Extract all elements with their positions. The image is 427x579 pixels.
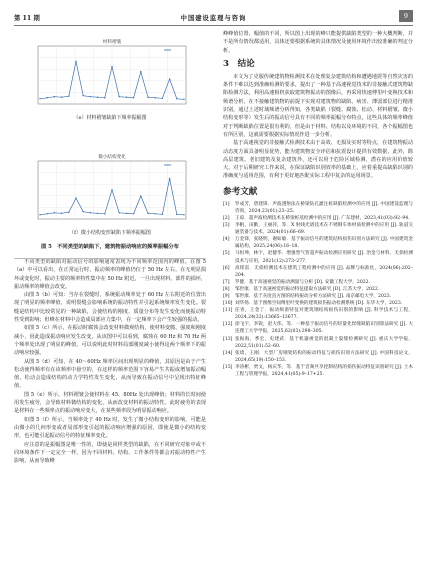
left-paragraph: 图 5（e）所示，材料褶皱会使材料在 45、80Hz 处出现峰值；材料的长时间使用发生疲劳，会导致材料微结构的变化，从而改变材料的振动特性。此时疲劳的表现是材料在一些频率点的振动响应变大，在某些频率段为明显振动响应。 [14, 391, 206, 415]
reference-text: 任青，王金丁．振动频谱特征对建筑钢结构损伤识别的影响 [J]. 科学技术与工程，2024,24(32):13665–13677. [235, 308, 413, 321]
conclusion-paragraph: 本文为了克服传统建筑物检测技术在处理复杂建筑结构和遭遇地震等自然灾害的条件下难以达到准确检测的要求，提出了一种基于高速视觉技术的非接触式建筑物缺陷检测方法，利用高速相机获取建筑物振动的图像后，再采用快速傅里叶变换技术和频谱分析，在不接触建筑物的前提下实现对建筑物的缺陷、病害、薄弱部位进行精准识别。通过上述时域频谱分析得知，各类缺陷（裂缝、腐蚀、松动、材料褶皱、微小结构变形等）发生后的振动信号具有不同的频率振幅分布特点，这些具体的频率峰值对于判断缺陷位置是很有利的，但是由于材料、结构以及环境的不同，各个振幅图也有所区别，这就需要根据实际情况作进一步分析。 [223, 73, 413, 138]
data-point [147, 213, 148, 214]
header-rule [14, 25, 413, 26]
data-point [54, 96, 55, 97]
section-heading-conclusion: 3 结论 [223, 58, 255, 69]
chart-material-wrinkle [32, 36, 192, 110]
data-point [104, 97, 105, 98]
data-point [162, 214, 163, 215]
data-point [61, 213, 62, 214]
references-heading: 参考文献 [223, 186, 258, 197]
panel-f-caption: （f）微小结构变形缺陷下频率振幅图 [69, 230, 151, 236]
data-point [176, 214, 177, 215]
reference-text: 罗健．基于高速视觉的振动测量与分析 [D]. 安徽工程大学，2022. [235, 279, 371, 285]
data-point [183, 99, 184, 100]
reference-item [223, 321, 413, 335]
reference-text: 高铭雷．无损检测技术在建筑工程检测中的应用 [J]. 品牌与标准化，2024(06):202–204. [235, 265, 413, 278]
reference-text: 罗成芳，唐建锋．声波透射法在桥梁钻孔灌注桩缺陷检测中的应用 [J]. 中国建设监理与咨询，2024,23(01):23–25. [235, 201, 413, 214]
reference-item [223, 236, 413, 250]
reference-item [223, 307, 413, 321]
data-point [68, 96, 69, 97]
reference-text: 马恒坤，林宇，赵健华．增强型气管超声振动检测应用研究 [J]. 冶金与材料，无损检测技术与应用，2021(12):273–277. [235, 251, 413, 264]
data-point [169, 78, 170, 79]
data-point [75, 61, 76, 62]
reference-item [223, 279, 413, 286]
data-point [111, 189, 112, 190]
reference-number: [1] [223, 201, 230, 207]
reference-number: [8] [223, 286, 230, 292]
figure-rule [14, 258, 206, 259]
reference-item [223, 215, 413, 222]
running-header [14, 9, 413, 23]
reference-text: 邹世康．基于灰度直方图的结构振动分析方法研究 [J]. 南京邮电大学，2023. [235, 293, 392, 299]
reference-item [223, 293, 413, 300]
data-point [47, 213, 48, 214]
chart-svg-a [32, 36, 192, 110]
reference-number: [7] [223, 279, 230, 285]
reference-item [223, 350, 413, 364]
data-point [111, 66, 112, 67]
data-point [162, 98, 163, 99]
page-number: 9 [399, 10, 413, 22]
data-point [61, 97, 62, 98]
chart-title: 材料褶皱 [102, 40, 122, 45]
data-point [39, 214, 40, 215]
data-point [90, 212, 91, 213]
chart-svg-f [32, 151, 192, 225]
left-paragraph: 从图 5（d）可知，在 40～60Hz 频率区间出现明显的峰值，其原因是由于产生松动使得频率有在该频率中悬空的，在这样的频率范围下容易产生共振或增加振动幅值，松动会造成结构的动力学特性发生变化，从而导致在振动信号中呈现出特征峰值。 [14, 358, 206, 390]
data-point [119, 212, 120, 213]
reference-item [223, 364, 413, 378]
data-point [47, 97, 48, 98]
data-point [54, 212, 55, 213]
issue-number: 第 11 期 [14, 15, 40, 22]
reference-item [223, 250, 413, 264]
journal-title: 中国建设监理与咨询 [180, 15, 247, 22]
data-point [75, 198, 76, 199]
reference-item [223, 222, 413, 236]
reference-list [223, 201, 413, 378]
continued-paragraph: 峰峰值位置、幅值的不同，所以图上出现的峰只能提供缺陷类型的一种大概判断，并不是所有情况都适用，具体还要根据系统的具体情况及使用环境作出较准确的判定分析。 [223, 31, 413, 54]
reference-text: 李帆，田勤，王丽萍，等．X 射线光谱技术在不锈钢车体材质检测中的应用 [J]. 轨道交通装备与技术，2024(01):66–69. [235, 223, 413, 236]
reference-number: [15] [223, 364, 233, 370]
reference-number: [14] [223, 350, 233, 356]
data-point [97, 213, 98, 214]
right-column [223, 30, 413, 378]
reference-item [223, 265, 413, 279]
left-paragraph: 如图 5（c）所示，在振动时腐蚀会改变材料微观结构，使材料变脆、强度和刚度减小，因此造成振动响应发生改变，从该图中可以看到，腐蚀在 60 Hz 和 70 Hz 两个频率处出现了明显的峰值，可以说明此时材料局部刚度减小使得这两个频率下的振动响应较强。 [14, 325, 206, 357]
reference-text: 徐飞宇，李锐，赵大伟，等．一种基于振动信号的轻量化焊缝缺陷识别算法研究 [J]. 大连理工大学学报，2025,62(03):298–305. [235, 322, 413, 335]
reference-number: [4] [223, 237, 230, 243]
conclusion-paragraph: 基于高速视觉的非接触式检测技术由于高效、无损及实时等特点，在建筑物振动动态度方面具备明显优势，能为建筑物安全评估和抗震设计提供有效数据，此外，除高层建筑、老旧建筑及复杂建筑外，还可以用于危险区域检测，潜在的应用价值较大。对于后期研究工作来说，在保证缺陷识别效率的基础上，应着重提高缺陷识别的准确度与适用范围，有利于更好地匹配实际工程中复杂的运用场景。 [223, 140, 413, 180]
data-point [140, 195, 141, 196]
data-point [90, 96, 91, 97]
reference-number: [6] [223, 265, 230, 271]
data-point [133, 97, 134, 98]
data-point [104, 213, 105, 214]
reference-item [223, 300, 413, 307]
figure-caption: 图 5 不同类型的缺陷下，建筑物振动响应的频率振幅分布 [41, 244, 179, 250]
data-point [119, 96, 120, 97]
reference-text: 刘华扬．基于图像空间傅里叶变换的建筑损伤振动检测系统 [D]. 东华大学，2023. [235, 301, 403, 307]
chart-micro-deformation [32, 151, 192, 225]
figure-5 [14, 30, 206, 258]
data-point [126, 213, 127, 214]
reference-number: [12] [223, 322, 233, 328]
data-point [147, 97, 148, 98]
data-point [133, 213, 134, 214]
left-paragraph: 不同类型的缺陷对振动信号的影响通常表现为不同频率范围内的峰值。在图 5（a）中可以看出，在正常运行时，振动频率的峰值仍位于 50 Hz 左右，在无明显损坏或变化时，振动主要的频率特性集中在 50 Hz 附近，一旦出现材料、部件的损坏，振动频率的峰值会改变。 [14, 259, 206, 290]
reference-text: 王琼．超声波检测技术在桥梁桩基检测中的应用 [J]. 广东建材，2023,41(03):92–94. [235, 215, 410, 221]
data-point [183, 214, 184, 215]
reference-text: 万金锋，张晓明，谢如敏．基于振动信号的建筑结构损伤识别方法研究 [J]. 中国建筑金属结构，2025,24(06):16–18. [235, 237, 413, 250]
reference-item [223, 336, 413, 350]
reference-item [223, 201, 413, 215]
data-point [39, 98, 40, 99]
data-point [155, 213, 156, 214]
left-paragraph: 应注意的是振幅图是唯一性的，即使是同样类型的缺陷，在不同研究对象中或不同环境条件下一定完全一样，因为不同材料、结构、工作条件等都会对振动特性产生影响，从而导致峰 [14, 441, 206, 465]
reference-text: 李涛彬，贾文，杨庆华，等．基于音频共享控制结构的损伤振动特征识别研究 [J]. 土木工程与管理学报，2024,41(05):9–17+25. [235, 364, 413, 377]
reference-text: 张振海，季宏，史建武．基于机器视觉的混凝土裂缝检测研究 [J]. 重庆大学学报，2022,51(01):52–60. [235, 336, 413, 349]
reference-item [223, 286, 413, 293]
reference-number: [5] [223, 251, 230, 257]
data-point [97, 97, 98, 98]
panel-e-caption: （e）材料褶皱缺陷下频率振幅图 [73, 115, 147, 121]
reference-number: [11] [223, 308, 233, 314]
left-column [14, 30, 206, 465]
data-point [169, 178, 170, 179]
left-paragraph: 由图 5（b）可知：当存在裂缝时，系统振动频率处于 60 Hz 左右附近的位置出现了明显的频率峰值，说明裂缝会影响系统的振动特性并引起系统频率发生变化。裂缝是结构中比较常见的一种缺陷，会使结构的刚度、质量分布等发生变化而使振动特性受到影响；但峰在材料中会造成局部应力集中，在一定频率下会产生较强的振动。 [14, 292, 206, 324]
data-point [83, 95, 84, 96]
data-point [140, 71, 141, 72]
data-point [68, 212, 69, 213]
data-point [155, 97, 156, 98]
data-point [83, 211, 84, 212]
reference-text: 邹世康．基于高速视觉的振动特征提取方法研究 [D]. 江苏大学，2022. [235, 286, 380, 292]
reference-number: [2] [223, 215, 230, 221]
left-paragraph: 如图 5（f）所示，当频率处于 40 Hz 时，发生了微小结构变形的影响，可能是由微小的几何形变或者局部形变引起的振动响应增强的原因，即使是微小的结构变形，也可能引起振动信号的特征频率变化。 [14, 416, 206, 440]
reference-number: [3] [223, 223, 230, 229]
reference-number: [13] [223, 336, 233, 342]
chart-title: 微小结构变化 [98, 155, 126, 160]
data-point [176, 98, 177, 99]
reference-text: 张琦，王刚．大型厂房钢架结构的振动特征与损伤识别方法研究 [J]. 中国科技论文，2024,65(19):150–153. [235, 350, 413, 363]
reference-number: [10] [223, 301, 233, 307]
reference-number: [9] [223, 293, 230, 299]
data-point [126, 97, 127, 98]
